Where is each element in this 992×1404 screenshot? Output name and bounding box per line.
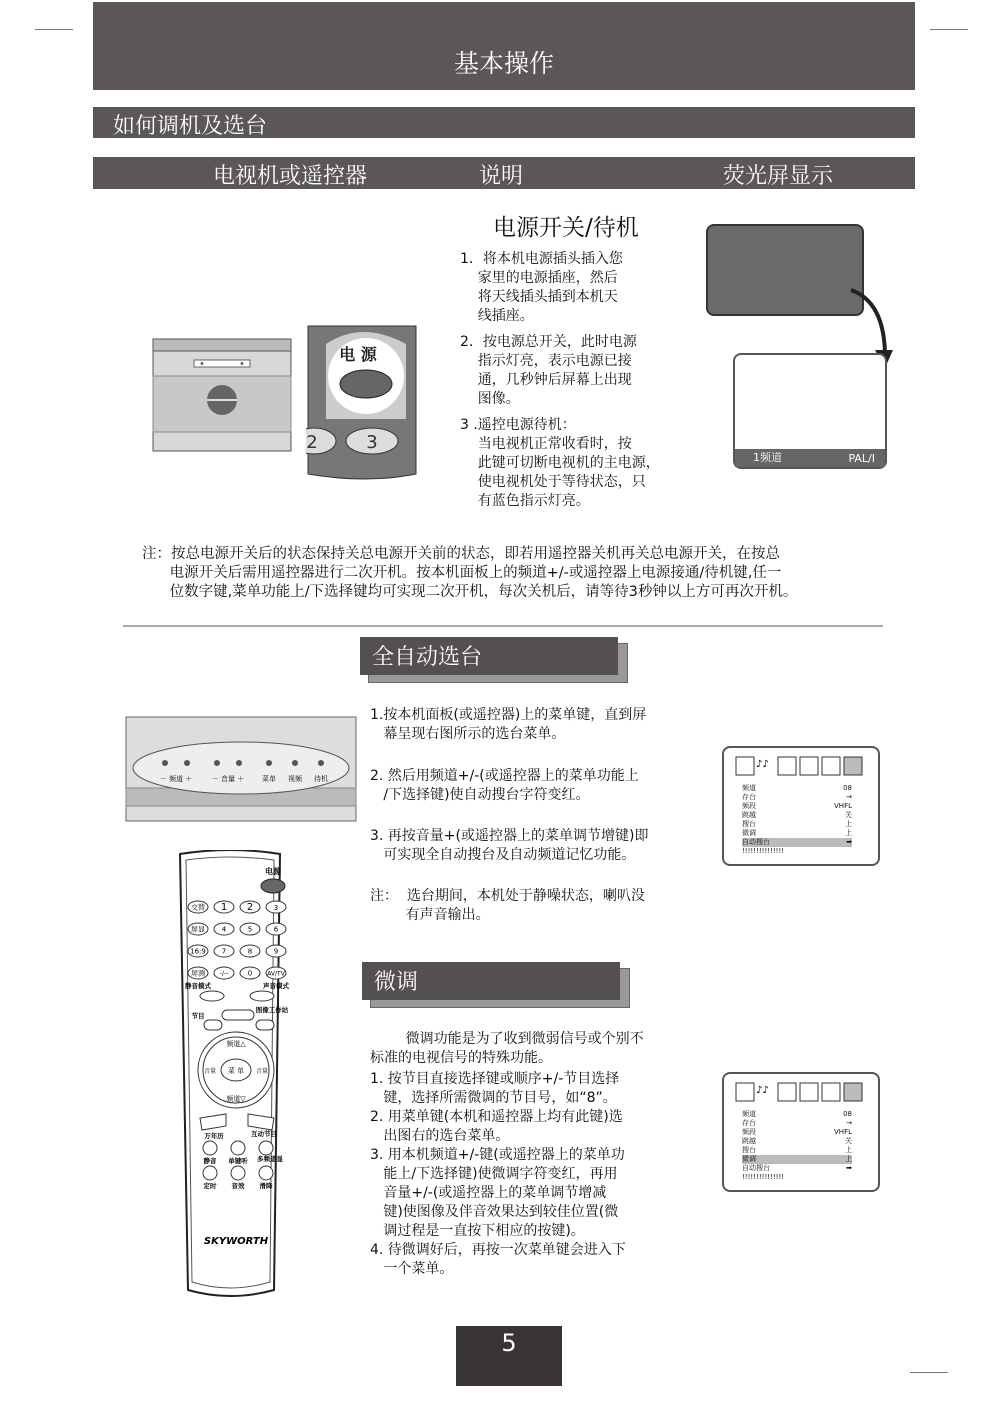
- remote-key: 9: [273, 947, 279, 956]
- screen-blank: [706, 224, 864, 316]
- panel-label-volume: － 音量 ＋: [211, 775, 245, 783]
- menu-row-value: 上: [845, 1146, 852, 1154]
- remote-key: 0: [247, 969, 253, 978]
- remote-key: 7: [221, 947, 227, 956]
- remote-label: 滑降: [259, 1182, 273, 1190]
- menu-row-value: ➡: [846, 838, 852, 846]
- tv-panel-illustration: [152, 338, 292, 453]
- fine-tune-intro: 微调功能是为了收到微弱信号或个别不 标准的电视信号的特殊功能。: [370, 1031, 644, 1066]
- panel-label-channel: － 频道 ＋: [159, 775, 193, 783]
- remote-label: 单键听: [228, 1157, 248, 1165]
- auto-step-3: 3. 再按音量+(或遥控器上的菜单调节增键)即 可实现全自动搜台及自动频道记忆功能。: [370, 828, 649, 863]
- auto-step-1: 1.按本机面板(或遥控器)上的菜单键，直到屏 幕呈现右图所示的选台菜单。: [370, 707, 647, 742]
- menu-row-label: 频道: [742, 1110, 756, 1118]
- menu-row-label: 存台: [742, 1119, 756, 1127]
- remote-key: 屏测: [191, 969, 205, 978]
- menu-row-value: 08: [843, 1110, 852, 1118]
- remote-power-label: 电 源: [339, 345, 377, 364]
- power-step-1: 1．将本机电源插头插入您 家里的电源插座，然后 将天线插头插到本机天 线插座。: [460, 251, 623, 324]
- menu-row-value: VHFL: [834, 1128, 852, 1136]
- power-step-3: 3 .遥控电源待机： 当电视机正常收看时，按 此键可切断电视机的主电源， 使电视机处于等待状态，只 有蓝色指示灯亮。: [460, 417, 660, 509]
- remote-label: 互动节目: [251, 1130, 277, 1138]
- menu-row-value: 上: [845, 1155, 852, 1163]
- power-note: 注：按总电源开关后的状态保持关总电源开关前的状态，即若用遥控器关机再关总电源开关，在按总 电源开关后需用遥控器进行二次开机。按本机面板上的频道+/-或遥控器上电源接通/待机键,任一 位数字键,菜单功能上/下选择键均可实现二次开机，每次关机后，请等待3秒钟以上方可再次开机。: [142, 546, 798, 600]
- menu-row-value: →: [846, 793, 852, 801]
- crop-mark: [930, 29, 968, 30]
- auto-note: 注： 选台期间，本机处于静噪状态，喇叭没 有声音输出。: [370, 888, 645, 923]
- remote-nav-right: 音量: [255, 1068, 269, 1075]
- svg-text:♪♪: ♪♪: [756, 1085, 769, 1096]
- column-header-bar: [93, 157, 915, 189]
- remote-key: 2: [246, 902, 254, 913]
- remote-control-illustration: [170, 850, 290, 1300]
- menu-row-label: 频段: [742, 802, 756, 810]
- remote-power-text: 电源: [265, 867, 281, 876]
- section-bar: [93, 107, 915, 138]
- remote-nav-up: 频道△: [226, 1040, 246, 1048]
- power-title: 电源开关/待机: [493, 215, 639, 241]
- column-header-device: 电视机或遥控器: [213, 164, 368, 189]
- menu-row-label: 自动搜台: [742, 1164, 770, 1172]
- menu-progress-bar: !!!!!!!!!!!!!!!: [742, 847, 785, 855]
- menu-row-label: 存台: [742, 793, 756, 801]
- auto-search-title: 全自动选台: [372, 645, 483, 670]
- remote-label: 静音: [203, 1157, 217, 1165]
- front-panel-illustration: [125, 716, 357, 822]
- auto-search-heading: [360, 637, 618, 675]
- remote-power-closeup: [306, 324, 418, 481]
- panel-label-standby: 待机: [314, 775, 328, 783]
- panel-label-menu: 菜单: [262, 775, 276, 783]
- svg-text:♪♪: ♪♪: [756, 759, 769, 770]
- remote-key: -/--: [219, 970, 229, 978]
- column-header-description: 说明: [479, 164, 524, 189]
- menu-row-value: 08: [843, 784, 852, 792]
- menu-row-label: 跳越: [742, 811, 756, 819]
- remote-label: 音效: [231, 1182, 245, 1190]
- power-step-2: 2．按电源总开关，此时电源 指示灯亮，表示电源已接 通，几秒钟后屏幕上出现 图像。: [460, 334, 637, 407]
- screen-channel-display: [733, 353, 887, 469]
- remote-brand-logo: SKYWORTH: [203, 1236, 269, 1247]
- remote-key: AV/TV: [267, 970, 285, 978]
- panel-label-video: 视频: [288, 775, 302, 783]
- menu-row-label: 自动搜台: [742, 838, 770, 846]
- menu-row-label: 搜台: [742, 820, 756, 828]
- remote-label: 定时: [203, 1182, 217, 1190]
- menu-row-label: 微调: [742, 1155, 756, 1163]
- menu-row-label: 微调: [742, 829, 756, 837]
- menu-row-label: 频道: [742, 784, 756, 792]
- fine-tune-heading: [362, 962, 620, 1000]
- remote-key: 1: [220, 902, 228, 913]
- remote-nav-down: 频道▽: [226, 1095, 246, 1103]
- divider: [123, 625, 883, 627]
- page-title: 基本操作: [453, 49, 554, 78]
- menu-row-value: 关: [845, 811, 852, 819]
- remote-key: 5: [247, 925, 253, 934]
- remote-label: 万年历: [204, 1132, 224, 1140]
- remote-key: 4: [221, 925, 227, 934]
- menu-row-label: 跳越: [742, 1137, 756, 1145]
- section-title: 如何调机及选台: [113, 114, 268, 139]
- remote-label: 静音模式: [185, 982, 211, 990]
- menu-row-value: →: [846, 1119, 852, 1127]
- menu-row-label: 频段: [742, 1128, 756, 1136]
- remote-key: 屏显: [191, 925, 205, 934]
- screen-system-label: PAL/I: [848, 452, 875, 465]
- remote-key: 交替: [191, 903, 205, 912]
- remote-key-2: 2: [306, 432, 318, 453]
- remote-label: 多频道显: [257, 1155, 283, 1163]
- menu-screen-fine-tune: [722, 1072, 880, 1192]
- top-banner: [93, 2, 915, 90]
- auto-step-2: 2. 然后用频道+/-(或遥控器上的菜单功能上 /下选择键)使自动搜台字符变红。: [370, 768, 639, 803]
- fine-tune-title: 微调: [374, 970, 419, 995]
- menu-icons-row: [734, 1079, 868, 1107]
- remote-label: 声音模式: [263, 982, 289, 990]
- menu-row-value: 上: [845, 820, 852, 828]
- remote-key-3: 3: [366, 432, 378, 453]
- menu-icons-row: [734, 753, 868, 781]
- menu-row-label: 搜台: [742, 1146, 756, 1154]
- page-number: 5: [456, 1326, 562, 1386]
- remote-label: 图像工作站: [255, 1006, 289, 1014]
- remote-key: 6: [273, 925, 279, 934]
- remote-nav-center: 菜 单: [227, 1067, 245, 1075]
- menu-row-value: VHFL: [834, 802, 852, 810]
- crop-mark: [35, 29, 73, 30]
- menu-screen-auto: [722, 746, 880, 866]
- remote-nav-left: 音量: [203, 1068, 217, 1075]
- fine-tune-steps: 1. 按节目直接选择键或顺序+/-节目选择 键，选择所需微调的节目号，如“8”。 2. 用菜单键(本机和遥控器上均有此键)选 出图右的选台菜单。 3. 用本机频道+/-键(或遥控器上的菜单功 能上/下选择键)使微调字符变红，再用 音量+/-(或遥控器上的菜单调节增减 键)使图像及伴音效果达到较佳位置(微 调过程是一直按下相应的按键)。 4. 待微调好后，再按一次菜单键会进入下 一个菜单。: [370, 1071, 626, 1277]
- remote-key: 8: [247, 947, 253, 956]
- menu-row-value: 上: [845, 829, 852, 837]
- crop-mark: [910, 1372, 948, 1373]
- column-header-screen: 荧光屏显示: [723, 164, 834, 189]
- menu-row-value: ➡: [846, 1164, 852, 1172]
- remote-label: 节目: [191, 1012, 205, 1020]
- menu-progress-bar: !!!!!!!!!!!!!!!: [742, 1173, 785, 1181]
- remote-key: 16:9: [190, 947, 206, 956]
- menu-row-value: 关: [845, 1137, 852, 1145]
- remote-key: 3: [273, 904, 279, 912]
- screen-channel-label: 1频道: [753, 451, 782, 464]
